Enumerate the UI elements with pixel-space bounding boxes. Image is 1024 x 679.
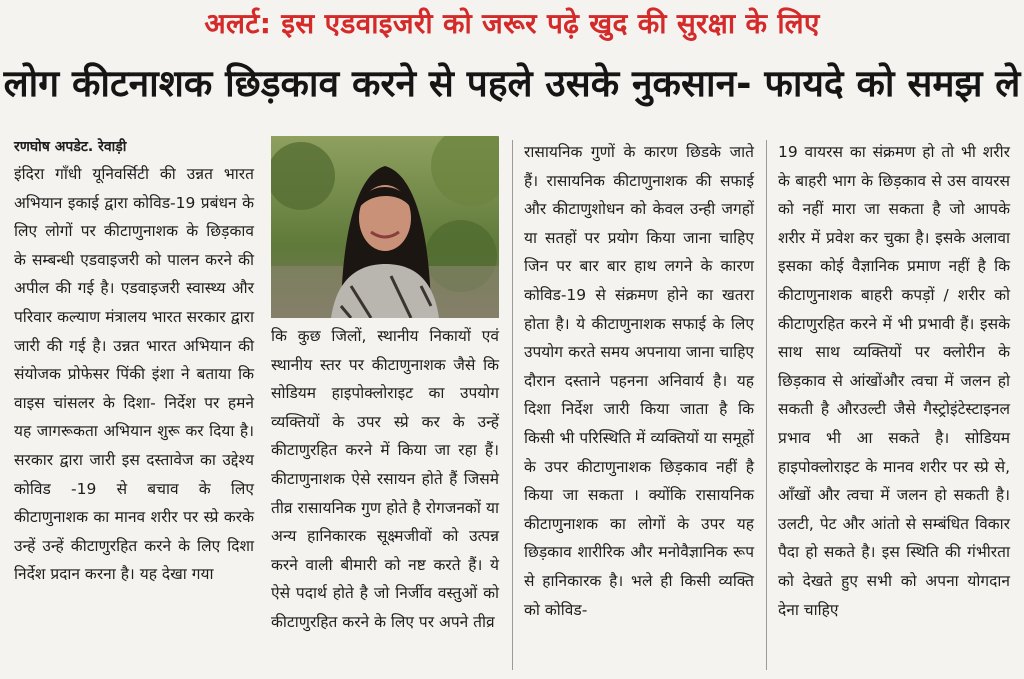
column-divider <box>766 140 767 670</box>
article-column-3 <box>524 138 754 624</box>
person-photo <box>271 136 499 318</box>
column-text-1: इंदिरा गाँधी यूनिवर्सिटी की उन्नत भारत अभियान इकाई द्वारा कोविड-19 प्रबंधन के लिए लोगों पर कीटाणुनाशक के छिड़काव के सम्बन्धी एडवाइजरी को पालन करने की अपील की गई है। एडवाइजरी स्वास्थ्य और परिवार कल्याण मंत्रालय भारत सरकार द्वारा जारी की गई है। उन्नत भारत अभियान की संयोजक प्रोफेसर पिंकी इंशा ने बताया कि वाइस चांसलर के दिशा- निर्देश पर हमने यह जागरूकता अभियान शुरू कर दिया है। सरकार द्वारा जारी इस दस्तावेज का उद्देश्य कोविड -19 से बचाव के लिए कीटाणुनाशक का मानव शरीर पर स्प्रे करके उन्हें उन्हें कीटाणुरहित करने के लिए दिशा निर्देश प्रदान करना है। यह देखा गया <box>14 165 254 584</box>
headline: लोग कीटनाशक छिड़काव करने से पहले उसके नुकसान- फायदे को समझ ले <box>3 62 1021 105</box>
article-column-2 <box>271 322 499 637</box>
column-text-2: कि कुछ जिलों, स्थानीय निकायों एवं स्थानीय स्तर पर कीटाणुनाशक जैसे कि सोडियम हाइपोक्लोराइट का उपयोग व्यक्तियों के उपर स्प्रे कर के उन्हें कीटाणुरहित करने में किया जा रहा हैं। कीटाणुनाशक ऐसे रसायन होते हैं जिसमे तीव्र रासायनिक गुण होते है रोगजनकों या अन्य हानिकारक सूक्ष्मजीवों को उत्पन्न करने वाली बीमारी को नष्ट करते हैं। ये ऐसे पदार्थ होते है जो निर्जीव वस्तुओं को कीटाणुरहित करने के लिए पर अपने तीव्र <box>271 327 499 631</box>
portrait-image <box>271 136 499 318</box>
column-text-3: रासायनिक गुणों के कारण छिडके जाते हैं। रासायनिक कीटाणुनाशक की सफाई और कीटाणुशोधन को केवल उन्ही जगहों या सतहों पर प्रयोग किया जाना चाहिए जिन पर बार बार हाथ लगने के कारण कोविड-19 से संक्रमण होने का खतरा होता है। ये कीटाणुनाशक सफाई के लिए उपयोग करते समय अपनाया जाना चाहिए दौरान दस्ताने पहनना अनिवार्य है। यह दिशा निर्देश जारी किया जाता है कि किसी भी परिस्थिति में व्यक्तियों या समूहों के उपर कीटाणुनाशक छिड़काव नहीं है किया जा सकता । क्योंकि रासायनिक कीटाणुनाशक का लोगों के उपर यह छिड़काव शारीरिक और मनोवैज्ञानिक रूप से हानिकारक है। भले ही किसी व्यक्ति को कोविड- <box>524 143 754 619</box>
article-column-4 <box>778 138 1010 624</box>
article-column-1 <box>14 134 254 589</box>
alert-line: अलर्ट: इस एडवाइजरी को जरूर पढ़े खुद की सुरक्षा के लिए <box>204 7 820 40</box>
column-divider <box>512 140 513 670</box>
byline: रणघोष अपडेट. रेवाड़ी <box>14 139 127 155</box>
column-text-4: 19 वायरस का संक्रमण हो तो भी शरीर के बाहरी भाग के छिड़काव से उस वायरस को नहीं मारा जा सकता है जो आपके शरीर में प्रवेश कर चुका है। इसके अलावा इसका कोई वैज्ञानिक प्रमाण नहीं है कि कीटाणुनाशक बाहरी कपड़ों / शरीर को कीटाणुरहित करने में भी प्रभावी हैं। इसके साथ साथ व्यक्तियों पर क्लोरीन के छिड़काव से आंखोंऔर त्वचा में जलन हो सकती है औरउल्टी जैसे गैस्ट्रोइंटेस्टाइनल प्रभाव भी आ सकते है। सोडियम हाइपोक्लोराइट के मानव शरीर पर स्प्रे से, आँखों और त्वचा में जलन हो सकती है। उलटी, पेट और आंतो से सम्बंधित विकार पैदा हो सकते है। इस स्थिति की गंभीरता को देखते हुए सभी को अपना योगदान देना चाहिए <box>778 143 1010 619</box>
